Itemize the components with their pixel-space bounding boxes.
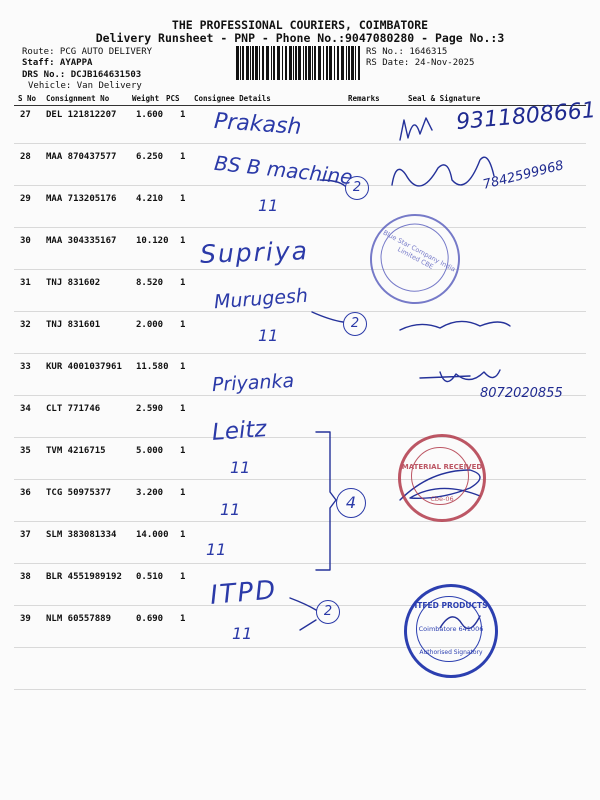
handwritten-ditto: 11 (220, 500, 241, 519)
material-received-stamp (398, 434, 486, 522)
row-weight: 8.520 (136, 278, 164, 288)
row-sno: 38 (20, 572, 31, 582)
row-sno: 28 (20, 152, 31, 162)
brace-stroke (316, 432, 336, 570)
row-consignment: TVM 4216715 (46, 446, 106, 456)
row-sno: 33 (20, 362, 31, 372)
row-pcs: 1 (180, 488, 186, 498)
handwritten-phone: 8072020855 (480, 386, 563, 401)
handwritten-name-prakash: Prakash (213, 108, 303, 141)
handwritten-ditto: 11 (230, 458, 251, 477)
signature-stroke (420, 370, 500, 382)
handwritten-ditto: 11 (258, 196, 279, 215)
route-label: Route: PCG AUTO DELIVERY (22, 47, 153, 57)
row-consignment: TNJ 831602 (46, 278, 101, 288)
row-weight: 11.580 (136, 362, 169, 372)
company-title: THE PROFESSIONAL COURIERS, COIMBATORE (171, 18, 429, 32)
row-consignment: MAA 870437577 (46, 152, 117, 162)
row-weight: 5.000 (136, 446, 164, 456)
handwritten-ditto: 11 (206, 540, 227, 559)
handwritten-phone: 7842599968 (481, 158, 566, 193)
rs-date: RS Date: 24-Nov-2025 (366, 58, 475, 68)
row-pcs: 1 (180, 530, 186, 540)
row-pcs: 1 (180, 320, 186, 330)
row-consignment: TNJ 831601 (46, 320, 101, 330)
circled-count-2: 2 (316, 600, 340, 624)
col-consignee: Consignee Details (194, 94, 271, 103)
row-consignment: NLM 60557889 (46, 614, 112, 624)
row-sno: 27 (20, 110, 31, 120)
row-pcs: 1 (180, 572, 186, 582)
row-weight: 0.510 (136, 572, 164, 582)
row-sno: 35 (20, 446, 31, 456)
runsheet-subtitle: Delivery Runsheet - PNP - Phone No.:9047080280 - Page No.:3 (95, 31, 505, 45)
row-pcs: 1 (180, 362, 186, 372)
signature-stroke (392, 157, 494, 186)
row-pcs: 1 (180, 614, 186, 624)
row-pcs: 1 (180, 446, 186, 456)
row-pcs: 1 (180, 278, 186, 288)
circled-count-4: 4 (336, 488, 366, 518)
col-sno: S No (18, 94, 37, 103)
stamp-text: ITFED PRODUCTS (414, 601, 488, 610)
row-consignment: CLT 771746 (46, 404, 101, 414)
row-pcs: 1 (180, 236, 186, 246)
col-consignment: Consignment No (46, 94, 110, 103)
col-seal: Seal & Signature (408, 94, 481, 103)
handwritten-phone: 9311808661 (455, 97, 597, 136)
circled-count-2: 2 (345, 176, 369, 200)
row-weight: 3.200 (136, 488, 164, 498)
row-sno: 32 (20, 320, 31, 330)
row-weight: 0.690 (136, 614, 164, 624)
row-weight: 6.250 (136, 152, 164, 162)
circled-count-2: 2 (343, 312, 367, 336)
row-sno: 29 (20, 194, 31, 204)
rs-number: RS No.: 1646315 (366, 47, 448, 57)
handwritten-name-leitz: Leitz (211, 416, 268, 446)
stamp-text: Blue Star Company India Limited CBE (381, 228, 457, 274)
stamp-text: MATERIAL RECEIVED (401, 463, 483, 471)
handwritten-ditto: 11 (232, 624, 253, 643)
row-sno: 34 (20, 404, 31, 414)
row-consignment: DEL 121812207 (46, 110, 117, 120)
row-weight: 2.000 (136, 320, 164, 330)
stamp-subtext: Cbe-06 (430, 495, 454, 503)
row-weight: 4.210 (136, 194, 164, 204)
staff-label: Staff: AYAPPA (22, 58, 93, 68)
row-sno: 36 (20, 488, 31, 498)
brace-stroke (320, 180, 345, 186)
stamp-subtext: Coimbatore 641006 (418, 625, 484, 633)
signature-stroke (400, 118, 432, 140)
row-sno: 30 (20, 236, 31, 246)
row-pcs: 1 (180, 110, 186, 120)
row-weight: 10.120 (136, 236, 169, 246)
row-pcs: 1 (180, 152, 186, 162)
itfed-products-stamp (404, 584, 498, 678)
row-weight: 1.600 (136, 110, 164, 120)
row-consignment: BLR 4551989192 (46, 572, 122, 582)
signature-stroke (400, 321, 510, 330)
row-weight: 14.000 (136, 530, 169, 540)
row-weight: 2.590 (136, 404, 164, 414)
row-sno: 31 (20, 278, 31, 288)
col-pcs: PCS (166, 94, 180, 103)
row-consignment: KUR 4001037961 (46, 362, 122, 372)
row-sno: 37 (20, 530, 31, 540)
row-sno: 39 (20, 614, 31, 624)
handwritten-name-itpd: ITPD (208, 575, 279, 611)
row-consignment: MAA 304335167 (46, 236, 117, 246)
row-pcs: 1 (180, 404, 186, 414)
handwritten-ditto: 11 (258, 326, 279, 345)
brace-stroke (290, 598, 316, 630)
drs-label: DRS No.: DCJB164631503 (22, 70, 142, 80)
handwritten-name-bs-machine: BS B machine (213, 150, 354, 190)
handwritten-name-supriya: Supriya (199, 236, 310, 269)
row-pcs: 1 (180, 194, 186, 204)
handwritten-name-murugesh: Murugesh (213, 284, 309, 314)
row-consignment: TCG 50975377 (46, 488, 112, 498)
brace-stroke (312, 312, 343, 322)
col-weight: Weight (132, 94, 160, 103)
vehicle-label: Vehicle: Van Delivery (28, 81, 142, 91)
stamp-bottom-text: Authorised Signatory (419, 649, 483, 656)
handwritten-name-priyanka: Priyanka (211, 369, 295, 397)
col-remarks: Remarks (348, 94, 380, 103)
row-consignment: SLM 383081334 (46, 530, 117, 540)
row-consignment: MAA 713205176 (46, 194, 117, 204)
